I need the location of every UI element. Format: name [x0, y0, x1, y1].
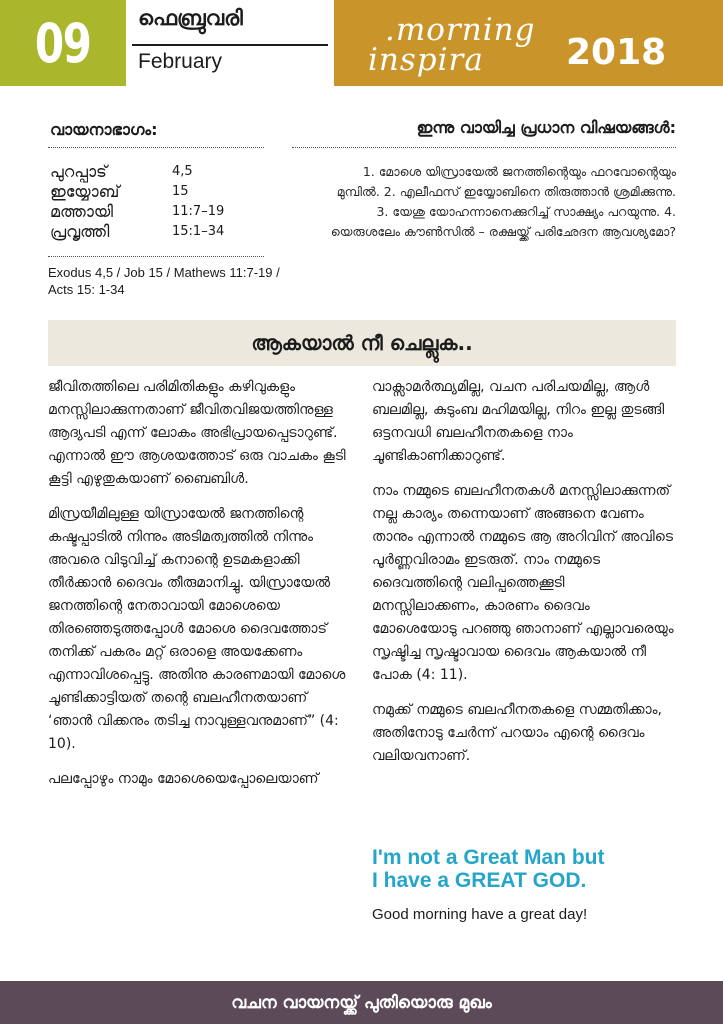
reading-heading: വായനാഭാഗം:	[50, 120, 158, 139]
reading-book: പ്രവൃത്തി	[50, 222, 110, 241]
footer-tagline: വചന വായനയ്ക്ക് പുതിയൊരു മുഖം	[231, 992, 492, 1013]
brand-year: 2018	[566, 32, 667, 73]
date-badge	[0, 0, 126, 86]
article-title: ആകയാൽ നീ ചെല്ലുക..	[251, 331, 473, 355]
month-english: February	[138, 50, 223, 73]
paragraph: പലപ്പോഴും നാമും മോശെയെപ്പോലെയാണ്	[48, 771, 319, 787]
reading-ref: 4,5	[172, 164, 193, 179]
topics-body: 1. മോശെ യിസ്രായേൽ ജനത്തിന്റെയും ഫറവോന്റെയും മുമ്പിൽ. 2. എലീഫസ് ഇയ്യോബിനെ തിരുത്താൻ ശ്രമിക്കുന്നു. 3. യേശു യോഹന്നാനെക്കുറിച്ച് സാക്ഷ്യം പറയുന്നു. 4. യെരുശലേം കൗൺസിൽ – രക്ഷയ്ക്ക് പരിഛേദന ആവശ്യമോ?	[330, 164, 676, 239]
reading-book: ഇയ്യോബ്	[50, 182, 120, 201]
topics-divider	[292, 147, 676, 148]
highlight-quote	[372, 846, 682, 892]
header-divider	[132, 44, 328, 46]
paragraph: നമുക്ക് നമ്മുടെ ബലഹീനതകളെ സമ്മതിക്കാം, അതിനോടു ചേർന്ന് പറയാം എന്റെ ദൈവം വലിയവനാണ്.	[372, 702, 662, 764]
brand-logo-line2: inspira	[368, 42, 484, 78]
reading-item	[50, 182, 280, 202]
paragraph: മിസ്രയീമിലുള്ള യിസ്രായേൽ ജനത്തിന്റെ കഷ്ടപ്പാടിൽ നിന്നും അടിമത്വത്തിൽ നിന്നും അവരെ വിടുവിച്ച് കനാന്റെ ഉടമകളാക്കി തീർക്കാൻ ദൈവം തീരുമാനിച്ചു. യിസ്രായേൽ ജനത്തിന്റെ നേതാവായി മോശെയെ തിരഞ്ഞെടുത്തപ്പോൾ മോശെ ദൈവത്തോട് തനിക്ക് പകരം മറ്റ് ഒരാളെ അയക്കേണം എന്നാവിശപ്പെട്ടു. അതിനു കാരണമായി മോശെ ചൂണ്ടിക്കാട്ടിയത് തന്റെ ബലഹീനതയാണ് ‘ഞാൻ വിക്കനും തടിച്ച നാവുള്ളവനുമാണ്” (4: 10).	[48, 506, 346, 752]
reading-ref: 15	[172, 184, 189, 199]
reading-divider-bottom	[48, 256, 264, 257]
reading-list	[50, 162, 280, 242]
topics-heading: ഇന്നു വായിച്ച പ്രധാന വിഷയങ്ങൾ:	[416, 118, 676, 137]
paragraph: വാക്സാമർത്ഥ്യമില്ല, വചന പരിചയമില്ല, ആൾ ബലമില്ല, കുടുംബ മഹിമയില്ല, നിറം ഇല്ല തുടങ്ങി ഒട്ടനവധി ബലഹീനതകളെ നാം ചൂണ്ടികാണിക്കാറുണ്ട്.	[372, 379, 665, 464]
month-malayalam: ഫെബ്രുവരി	[138, 6, 243, 30]
day-number: 09	[35, 11, 91, 75]
reading-ref: 11:7–19	[172, 204, 225, 219]
reading-item	[50, 202, 280, 222]
paragraph: നാം നമ്മുടെ ബലഹീനതകൾ മനസ്സിലാക്കുന്നത് നല്ല കാര്യം തന്നെയാണ് അങ്ങനെ വേണം താനും എന്നാൽ നമ്മുടെ ആ അറിവിന് അവിടെ പൂർണ്ണവിരാമം ഇടരുത്. നാം നമ്മുടെ ദൈവത്തിന്റെ വലിപ്പത്തെക്കൂടി മനസ്സിലാക്കണം, കാരണം ദൈവം മോശെയോടു പറഞ്ഞു ഞാനാണ് എല്ലാവരെയും സൃഷ്ടിച്ച സൃഷ്ടാവായ ദൈവം ആകയാൽ നീ പോക (4: 11).	[372, 483, 674, 683]
article-right-column	[372, 376, 676, 780]
footer-band	[0, 981, 723, 1024]
reading-item	[50, 222, 280, 242]
greeting-text: Good morning have a great day!	[372, 906, 588, 923]
reading-book: മത്തായി	[50, 202, 114, 221]
reading-book: പുറപ്പാട്	[50, 162, 107, 181]
reading-english-refs: Exodus 4,5 / Job 15 / Mathews 11:7-19 / Acts 15: 1-34	[48, 265, 280, 297]
reading-divider	[48, 147, 264, 148]
quote-line: I'm not a Great Man but	[372, 846, 605, 869]
reading-ref: 15:1–34	[172, 224, 225, 239]
article-left-column	[48, 376, 346, 803]
brand-logo-line1: .morning	[385, 12, 536, 48]
quote-line: I have a GREAT GOD.	[372, 869, 587, 892]
article-title-band	[48, 320, 676, 366]
paragraph: ജീവിതത്തിലെ പരിമിതികളും കഴിവുകളും മനസ്സിലാക്കുന്നതാണ് ജീവിതവിജയത്തിനുള്ള ആദ്യപടി എന്ന് ലോകം അഭിപ്രായപ്പെടാറുണ്ട്. എന്നാൽ ഈ ആശയത്തോട് ഒരു വാചകം കൂടി കൂട്ടി എഴുതുകയാണ് ബൈബിൾ.	[48, 379, 346, 487]
reading-item	[50, 162, 280, 182]
